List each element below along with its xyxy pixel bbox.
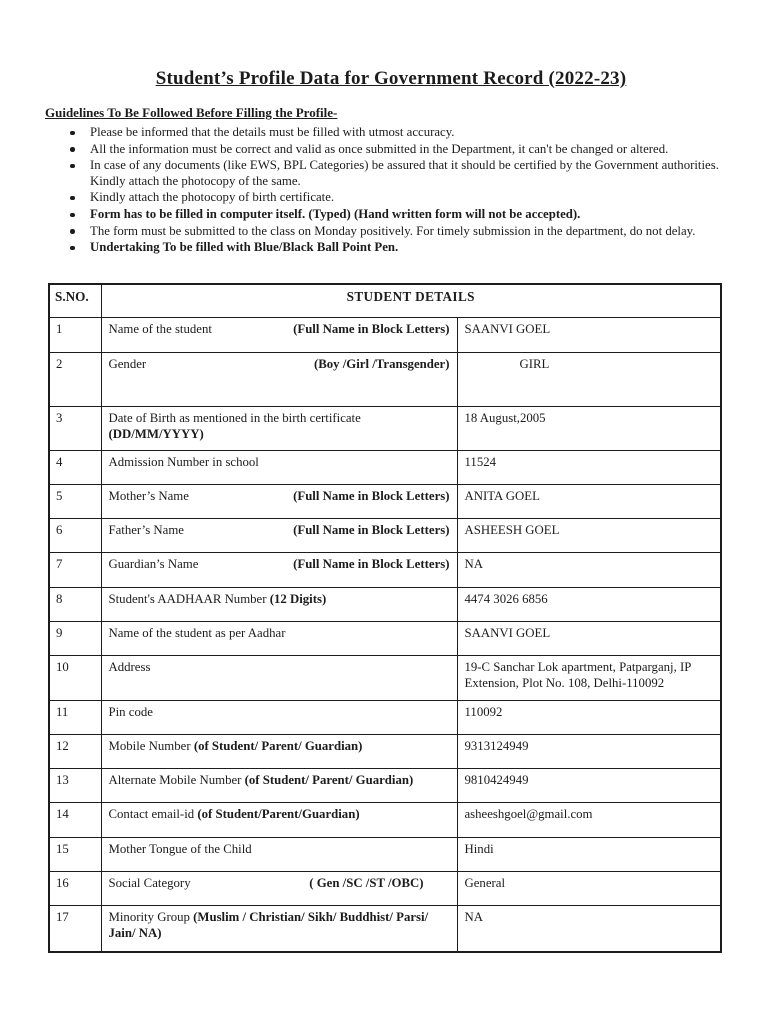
row-label-text: Guardian’s Name	[108, 557, 199, 572]
page-title: Student’s Profile Data for Government Record (2022-23)	[155, 68, 627, 89]
guideline-item: All the information must be correct and valid as once submitted in the Department, it can't be changed or altered.	[90, 142, 737, 158]
guidelines-list	[45, 125, 737, 256]
table-row	[49, 451, 721, 485]
row-number: 6	[49, 519, 101, 553]
guideline-item: Undertaking To be filled with Blue/Black Ball Point Pen.	[90, 240, 737, 256]
guideline-item: Form has to be filled in computer itself. (Typed) (Hand written form will not be accepted).	[90, 207, 737, 223]
row-label	[101, 838, 457, 872]
row-number: 9	[49, 622, 101, 656]
row-label	[101, 769, 457, 803]
row-value: 11524	[457, 451, 721, 485]
row-label-text: Social Category	[108, 876, 191, 891]
row-value: NA	[457, 553, 721, 588]
row-value: 9313124949	[457, 735, 721, 769]
row-label	[101, 451, 457, 485]
row-label	[101, 701, 457, 735]
row-label-text: Gender	[108, 357, 147, 372]
row-value: 4474 3026 6856	[457, 588, 721, 622]
row-label-note: (Full Name in Block Letters)	[293, 322, 450, 337]
table-row	[49, 735, 721, 769]
table-row	[49, 353, 721, 407]
row-label-note: (Boy /Girl /Transgender)	[313, 357, 450, 372]
row-number: 15	[49, 838, 101, 872]
row-number: 13	[49, 769, 101, 803]
table-row	[49, 622, 721, 656]
row-label-note: ( Gen /SC /ST /OBC)	[309, 876, 424, 891]
row-label-note: (of Student/ Parent/ Guardian)	[193, 739, 363, 754]
row-label	[101, 407, 457, 451]
row-number: 12	[49, 735, 101, 769]
row-label-note: (Full Name in Block Letters)	[293, 489, 450, 504]
sno-column-header: S.NO.	[49, 284, 101, 318]
table-header-row	[49, 284, 721, 318]
table-row	[49, 803, 721, 838]
row-label-note: (Full Name in Block Letters)	[293, 557, 450, 572]
row-label-text: Father’s Name	[108, 523, 184, 538]
row-value: GIRL	[457, 353, 721, 407]
row-number: 2	[49, 353, 101, 407]
row-number: 1	[49, 318, 101, 353]
row-label-text: Contact email-id	[108, 807, 195, 822]
row-label	[101, 656, 457, 701]
table-row	[49, 769, 721, 803]
guideline-item: In case of any documents (like EWS, BPL Categories) be assured that it should be certified by the Government authorities. Kindly attach the photocopy of the same.	[90, 158, 737, 189]
row-value: General	[457, 872, 721, 906]
row-label-note: (12 Digits)	[269, 592, 327, 607]
row-number: 3	[49, 407, 101, 451]
student-details-table	[48, 283, 722, 953]
table-row	[49, 588, 721, 622]
row-label-text: Pin code	[108, 705, 153, 720]
row-label-note: (of Student/ Parent/ Guardian)	[244, 773, 414, 788]
row-value: 110092	[457, 701, 721, 735]
row-label	[101, 519, 457, 553]
row-number: 14	[49, 803, 101, 838]
row-label	[101, 485, 457, 519]
table-row	[49, 519, 721, 553]
row-value: 9810424949	[457, 769, 721, 803]
table-row	[49, 906, 721, 952]
row-value: NA	[457, 906, 721, 952]
row-label-note: (Muslim / Christian/ Sikh/ Buddhist/ Parsi/ Jain/ NA)	[108, 910, 429, 941]
table-row	[49, 485, 721, 519]
row-label	[101, 803, 457, 838]
row-label	[101, 872, 457, 906]
row-label-note: (of Student/Parent/Guardian)	[197, 807, 360, 822]
row-label-note: (Full Name in Block Letters)	[293, 523, 450, 538]
row-label	[101, 353, 457, 407]
row-number: 11	[49, 701, 101, 735]
row-value: SAANVI GOEL	[457, 318, 721, 353]
row-label-note: (DD/MM/YYYY)	[108, 427, 204, 442]
row-label	[101, 318, 457, 353]
row-number: 8	[49, 588, 101, 622]
table-row	[49, 838, 721, 872]
row-number: 7	[49, 553, 101, 588]
row-label-text: Mother Tongue of the Child	[108, 842, 252, 857]
table-row	[49, 553, 721, 588]
row-label-text: Name of the student as per Aadhar	[108, 626, 286, 641]
row-value: ANITA GOEL	[457, 485, 721, 519]
table-row	[49, 407, 721, 451]
row-number: 16	[49, 872, 101, 906]
row-value: asheeshgoel@gmail.com	[457, 803, 721, 838]
row-label-text: Address	[108, 660, 151, 675]
table-row	[49, 701, 721, 735]
row-label	[101, 906, 457, 952]
student-details-column-header: STUDENT DETAILS	[101, 284, 721, 318]
row-label-text: Student's AADHAAR Number	[108, 592, 267, 607]
guideline-item: Kindly attach the photocopy of birth certificate.	[90, 190, 737, 206]
row-number: 10	[49, 656, 101, 701]
row-value: Hindi	[457, 838, 721, 872]
row-value: 19-C Sanchar Lok apartment, Patparganj, IP Extension, Plot No. 108, Delhi-110092	[457, 656, 721, 701]
table-row	[49, 656, 721, 701]
table-row	[49, 318, 721, 353]
row-value: 18 August,2005	[457, 407, 721, 451]
row-label	[101, 553, 457, 588]
row-value: ASHEESH GOEL	[457, 519, 721, 553]
row-label-text: Mobile Number	[108, 739, 191, 754]
row-label-text: Alternate Mobile Number	[108, 773, 242, 788]
row-label	[101, 588, 457, 622]
guideline-item: Please be informed that the details must be filled with utmost accuracy.	[90, 125, 737, 141]
row-value: SAANVI GOEL	[457, 622, 721, 656]
table-row	[49, 872, 721, 906]
row-label-text: Mother’s Name	[108, 489, 189, 504]
row-label-text: Name of the student	[108, 322, 212, 337]
guidelines-heading: Guidelines To Be Followed Before Filling the Profile-	[45, 105, 338, 120]
row-number: 5	[49, 485, 101, 519]
row-label	[101, 735, 457, 769]
row-label-text: Minority Group	[108, 910, 190, 925]
row-label-text: Admission Number in school	[108, 455, 259, 470]
row-number: 17	[49, 906, 101, 952]
row-label	[101, 622, 457, 656]
guideline-item: The form must be submitted to the class on Monday positively. For timely submission in the department, do not delay.	[90, 224, 737, 240]
row-number: 4	[49, 451, 101, 485]
row-label-text: Date of Birth as mentioned in the birth certificate	[108, 411, 361, 426]
